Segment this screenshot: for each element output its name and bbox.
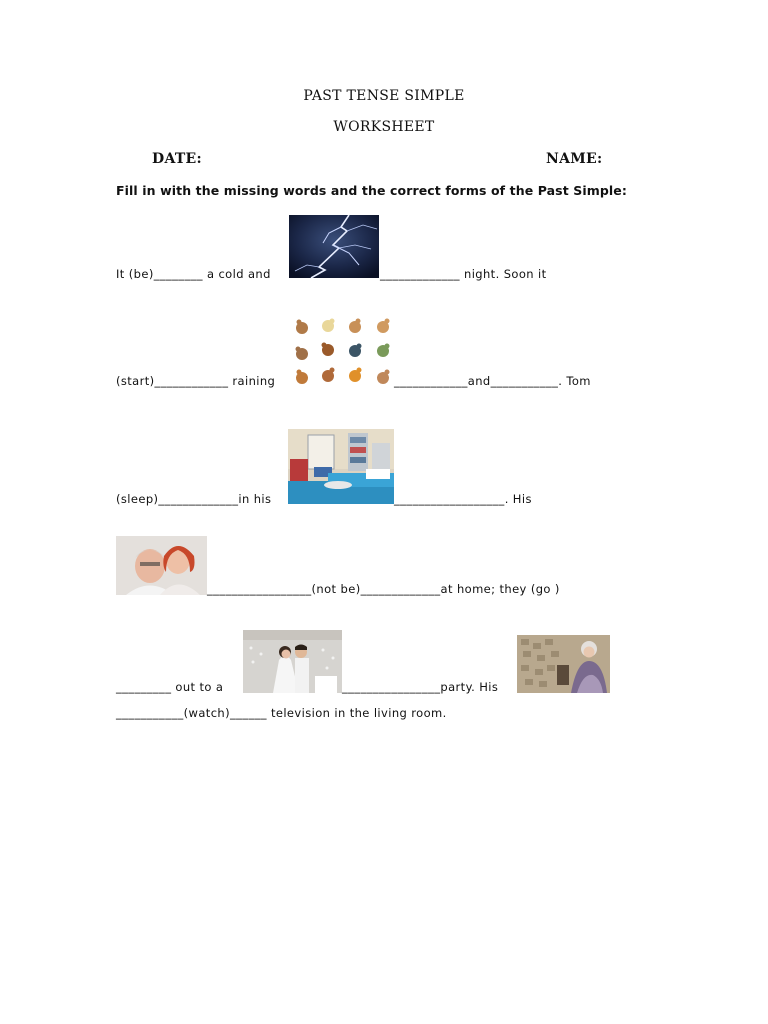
- page-title: PAST TENSE SIMPLE: [303, 88, 465, 104]
- sentence-line-1b: _____________ night. Soon it: [380, 267, 547, 281]
- sentence-line-2b: ____________and___________. Tom: [394, 374, 591, 388]
- parents-picture: [116, 536, 207, 595]
- sentence-line-3b: __________________. His: [394, 492, 532, 506]
- cats-and-dogs-picture: [290, 316, 394, 390]
- grandmother-picture: [517, 635, 610, 693]
- instruction-text: Fill in with the missing words and the correct forms of the Past Simple:: [116, 183, 627, 198]
- sentence-line-3a: (sleep)_____________in his: [116, 492, 272, 506]
- page-subtitle: WORKSHEET: [333, 119, 435, 135]
- bedroom-picture: [288, 429, 394, 504]
- sentence-line-4b: _________________(not be)_____________at home; they (go ): [207, 582, 560, 596]
- date-label: DATE:: [152, 151, 202, 167]
- lightning-picture: [289, 215, 379, 278]
- sentence-line-6: ___________(watch)______ television in the living room.: [116, 706, 447, 720]
- sentence-line-5a: _________ out to a: [116, 680, 224, 694]
- sentence-line-5b: ________________party. His: [342, 680, 499, 694]
- sentence-line-2a: (start)____________ raining: [116, 374, 276, 388]
- sentence-line-1a: It (be)________ a cold and: [116, 267, 271, 281]
- name-label: NAME:: [546, 151, 603, 167]
- wedding-picture: [243, 630, 342, 693]
